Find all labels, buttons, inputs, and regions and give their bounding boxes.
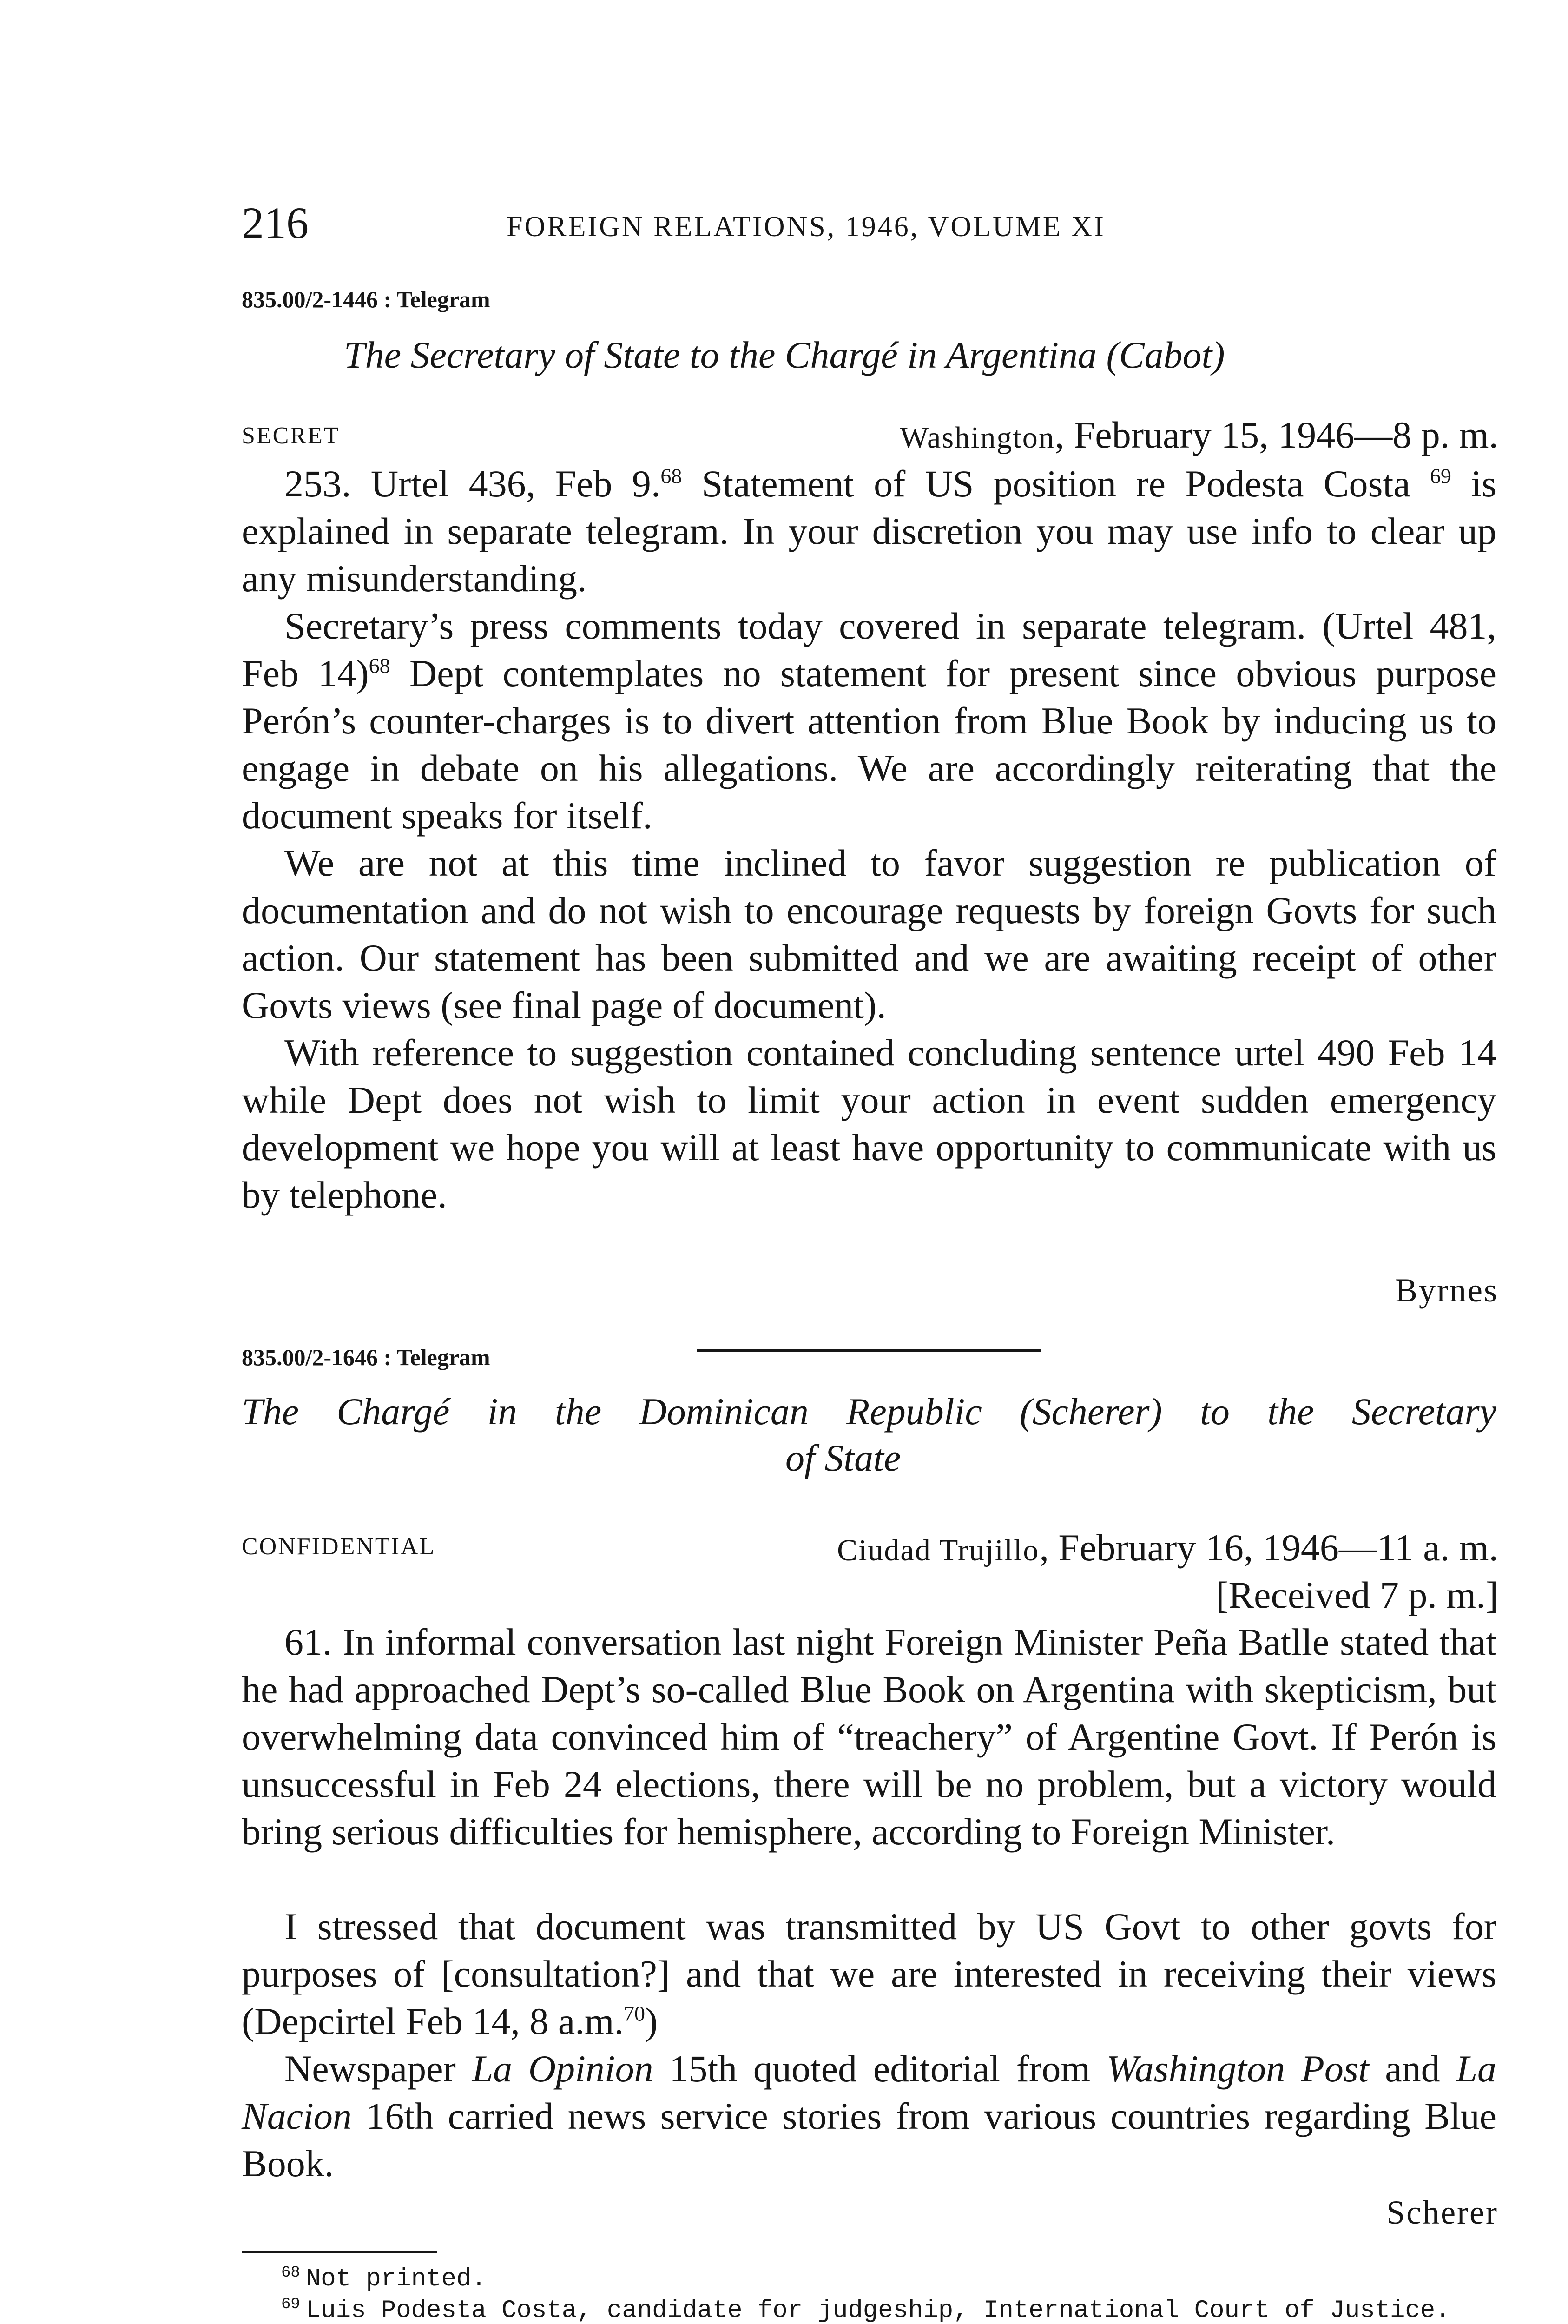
doc1-classification: SECRET (242, 423, 340, 449)
doc1-file-ref: 835.00/2-1446 : Telegram (242, 286, 490, 312)
doc1-paragraph-3: We are not at this time inclined to favor suggestion re publication of documentation and do not wish to encourage requests by foreign Govts for such action. Our statement has been submitted and we are awaiting receipt of other Govts views (see final page of document). (242, 842, 1496, 1026)
doc1-title: The Secretary of State to the Chargé in Argentina (Cabot) (344, 334, 1225, 376)
doc2-paragraph-2: I stressed that document was transmitted by US Govt to other govts for purposes of [consultation?] and that we are interested in receiving their views (Depcirtel Feb 14, 8 a.m.$^{70}$) (242, 1905, 1496, 2042)
doc1-paragraph-2: Secretary’s press comments today covered in separate telegram. (Urtel 481, Feb 14)$^{68}$ Dept contemplates no statement for present since obvious purpose Perón’s counter-charges is to divert attention from Blue Book by inducing us to engage in debate on his allegations. We are accordingly reiterating that the document speaks for itself. (242, 605, 1496, 837)
doc2-received: [Received 7 p. m.] (1216, 1574, 1498, 1616)
doc2-classification: CONFIDENTIAL (242, 1533, 436, 1560)
doc1-paragraph-4: With reference to suggestion contained concluding sentence urtel 490 Feb 14 while Dept does not wish to limit your action in event sudden emergency development we hope you will at least have opportunity to communicate with us by telephone. (242, 1031, 1496, 1216)
section-divider (697, 1349, 1041, 1352)
doc2-place: Ciudad Trujillo (837, 1533, 1040, 1567)
running-title: FOREIGN RELATIONS, 1946, VOLUME XI (507, 211, 1106, 243)
doc1-date: , February 15, 1946—8 p. m. (1054, 414, 1498, 456)
doc2-dateline (837, 1524, 1498, 1575)
page-number: 216 (242, 198, 309, 248)
doc2-signature: Scherer (1386, 2194, 1498, 2231)
doc1-dateline (900, 411, 1498, 462)
doc2-title-line-2: of State (785, 1437, 901, 1479)
doc1-place: Washington (900, 421, 1055, 455)
footnote-ref-68b: 68 (369, 654, 390, 678)
footnote-69: $^{69}$ Luis Podesta Costa, candidate for judgeship, International Court of Justice. (281, 2296, 1450, 2324)
doc2-file-ref: 835.00/2-1646 : Telegram (242, 1344, 490, 1370)
doc1-paragraph-1: 253. Urtel 436, Feb 9.68 Statement of US position re Podesta Costa $^{69}$ is explained in separate telegram. In your discretion you may use info to clear up any misunderstanding. (242, 462, 1497, 600)
footnote-68: $^{68}$ Not printed. (281, 2264, 487, 2293)
footnote-ref-69: 69 (1430, 464, 1451, 488)
doc2-paragraph-3: Newspaper La Opinion 15th quoted editorial from Washington Post and La Nacion 16th carried news service stories from various countries regarding Blue Book. (242, 2047, 1496, 2185)
doc2-title-line-1: The Chargé in the Dominican Republic (Scherer) to the Secretary (242, 1390, 1496, 1433)
footnote-ref-70: 70 (624, 2001, 646, 2026)
doc1-signature: Byrnes (1395, 1272, 1498, 1309)
doc2-date: , February 16, 1946—11 a. m. (1039, 1526, 1498, 1569)
footnote-ref-68: 68 (660, 464, 682, 488)
footnote-rule (242, 2251, 437, 2253)
doc2-paragraph-1: 61. In informal conversation last night Foreign Minister Peña Batlle stated that he had approached Dept’s so-called Blue Book on Argentina with skepticism, but overwhelming data convinced him of “treachery” of Argentine Govt. If Perón is unsuccessful in Feb 24 elections, there will be no problem, but a victory would bring serious difficulties for hemisphere, according to Foreign Minister. (242, 1621, 1496, 1853)
